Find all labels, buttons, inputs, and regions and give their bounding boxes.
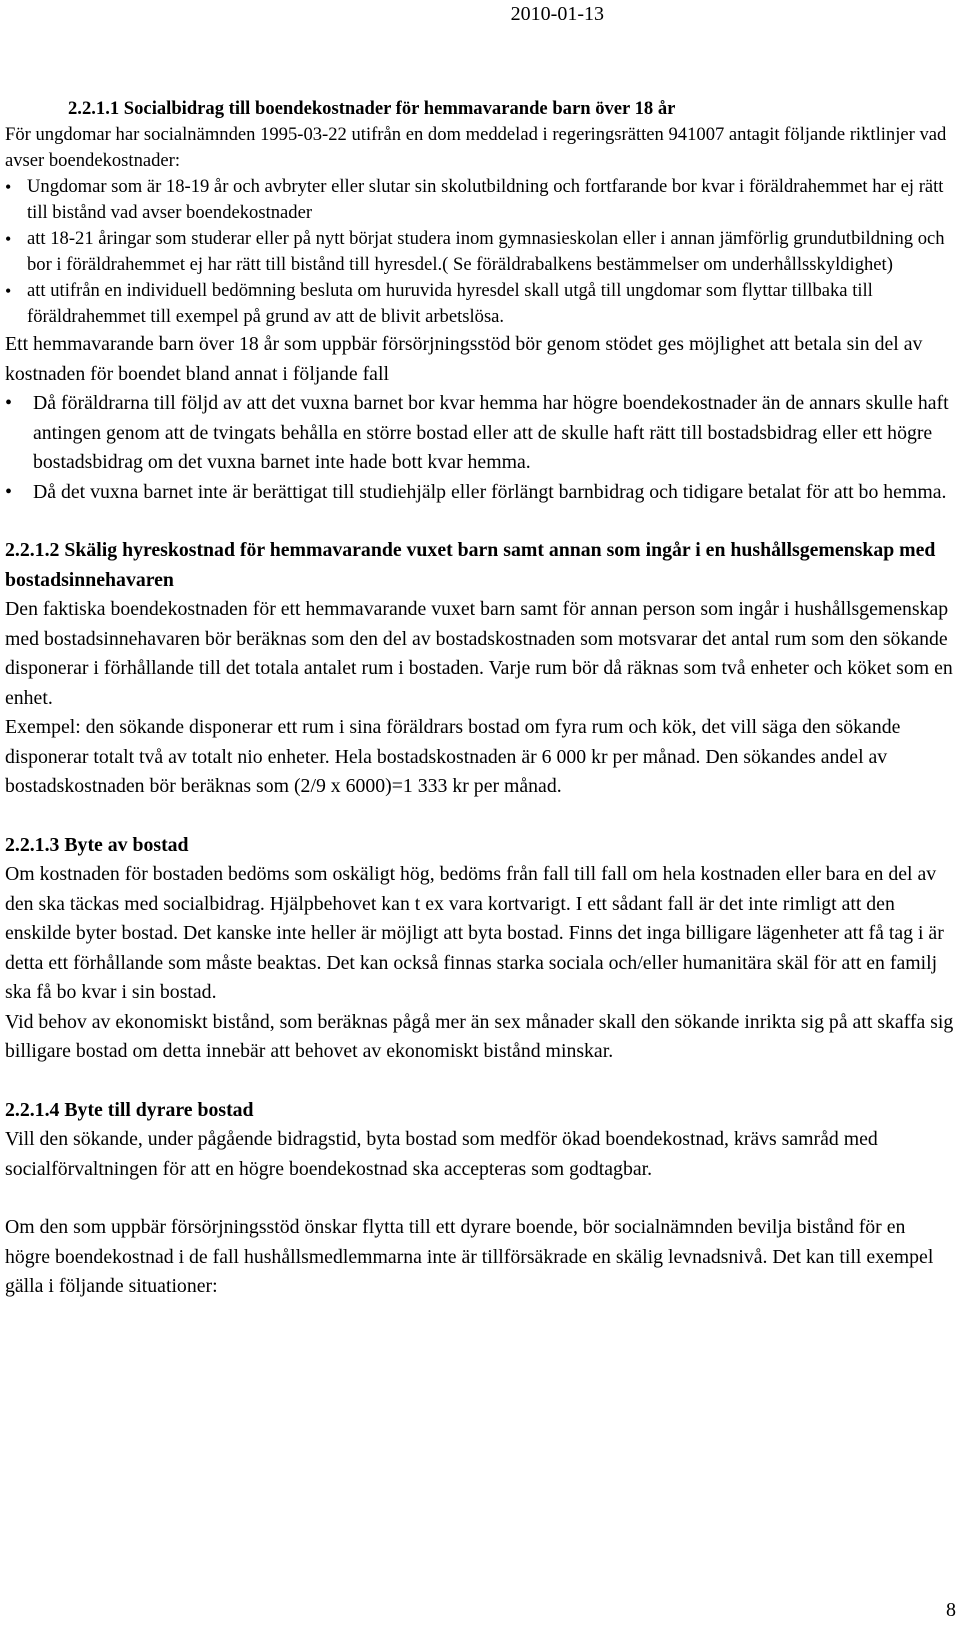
section-number: 2.2.1.4: [5, 1098, 60, 1121]
section-number: 2.2.1.2: [5, 539, 60, 561]
paragraph: Exempel: den sökande disponerar ett rum i sina föräldrars bostad om fyra rum och kök, det vill säga den sökande disponerar totalt två av totalt nio enheter. Hela bostadskostnaden är 6 000 kr per månad. Den sökandes andel av bostadskostnaden bör beräknas som (2/9 x 6000)=1 333 kr per månad.: [5, 716, 901, 797]
paragraph: Om den som uppbär försörjningsstöd önskar flytta till ett dyrare boende, bör socialnämnden bevilja bistånd för en högre boendekostnad i de fall hushållsmedlemmarna inte är tillförsäkrade en skälig levnadsnivå. Det kan till exempel gälla i följande situationer:: [5, 1216, 934, 1297]
list-item: • Då föräldrarna till följd av att det vuxna barnet bor kvar hemma har högre boendekostnader än de annars skulle haft antingen genom att de tvingats behålla en större bostad eller att de skulle haft rätt till bostadsbidrag eller ett högre bostadsbidrag om det vuxna barnet inte hade bott kvar hemma.: [5, 389, 955, 478]
section-heading-2-2-1-1: [5, 96, 955, 122]
paragraph: Om kostnaden för bostaden bedöms som oskäligt hög, bedöms från fall till fall om hela kostnaden eller bara en del av den ska täckas med socialbidrag. Hjälpbehovet kan t ex vara kortvarigt. I ett sådant fall är det inte rimligt att den enskilde byter bostad. Det kanske inte heller är möjligt att byta bostad. Finns det inga billigare lägenheter att få tag i är detta ett förhållande som måste beaktas. Det kan också finnas starka sociala och/eller humanitära skäl för att en familj ska få bo kvar i sin bostad.: [5, 863, 944, 1003]
paragraph: Vid behov av ekonomiskt bistånd, som beräknas pågå mer än sex månader skall den sökande inrikta sig på att skaffa sig billigare bostad om detta innebär att behovet av ekonomiskt bistånd minskar.: [5, 1010, 954, 1062]
section-title: Skälig hyreskostnad för hemmavarande vuxet barn samt annan som ingår i en hushållsgemenskap med bostadsinnehavaren: [5, 539, 936, 591]
section-number: 2.2.1.3: [5, 833, 60, 856]
document-body: [5, 96, 955, 1302]
section-intro: För ungdomar har socialnämnden 1995-03-22 utifrån en dom meddelad i regeringsrätten 941007 antagit följande riktlinjer vad avser boendekostnader:: [5, 124, 947, 171]
section-number: 2.2.1.1: [68, 98, 120, 119]
bullet-list: [5, 389, 955, 507]
page-number: 8: [946, 1599, 956, 1621]
paragraph: Den faktiska boendekostnaden för ett hemmavarande vuxet barn samt för annan person som ingår i hushållsgemenskap med bostadsinnehavaren bör beräknas som den del av bostadskostnaden som motsvarar det antal rum som den sökande disponerar i förhållande till det totala antalet rum i bostaden. Varje rum bör då räknas som två enheter och köket som en enhet.: [5, 598, 953, 709]
bullet-list: [5, 174, 955, 330]
section-title: Socialbidrag till boendekostnader för hemmavarande barn över 18 år: [123, 98, 676, 119]
list-item: • att 18-21 åringar som studerar eller på nytt börjat studera inom gymnasieskolan eller i annan jämförlig grundutbildning och bor i föräldrahemmet ej har rätt till bistånd till hyresdel.( Se föräldrabalkens bestämmelser om underhållsskyldighet): [5, 226, 955, 278]
list-item: • Då det vuxna barnet inte är berättigat till studiehjälp eller förlängt barnbidrag och tidigare betalat för att bo hemma.: [5, 478, 955, 508]
list-item: • att utifrån en individuell bedömning besluta om huruvida hyresdel skall utgå till ungdomar som flyttar tillbaka till föräldrahemmet till exempel på grund av att de blivit arbetslösa.: [5, 278, 955, 330]
section-title: Byte till dyrare bostad: [64, 1098, 254, 1121]
section-heading-2-2-1-2: [5, 536, 955, 595]
paragraph: Vill den sökande, under pågående bidragstid, byta bostad som medför ökad boendekostnad, krävs samråd med socialförvaltningen för att en högre boendekostnad ska accepteras som godtagbar.: [5, 1128, 878, 1180]
page-date: 2010-01-13: [510, 3, 604, 25]
section-heading-2-2-1-4: [5, 1096, 955, 1126]
list-item: • Ungdomar som är 18-19 år och avbryter eller slutar sin skolutbildning och fortfarande bor kvar i föräldrahemmet har ej rätt till bistånd vad avser boendekostnader: [5, 174, 955, 226]
section-heading-2-2-1-3: [5, 831, 955, 861]
section-title: Byte av bostad: [64, 833, 189, 856]
paragraph: Ett hemmavarande barn över 18 år som uppbär försörjningsstöd bör genom stödet ges möjlighet att betala sin del av kostnaden för boendet bland annat i följande fall: [5, 333, 923, 385]
